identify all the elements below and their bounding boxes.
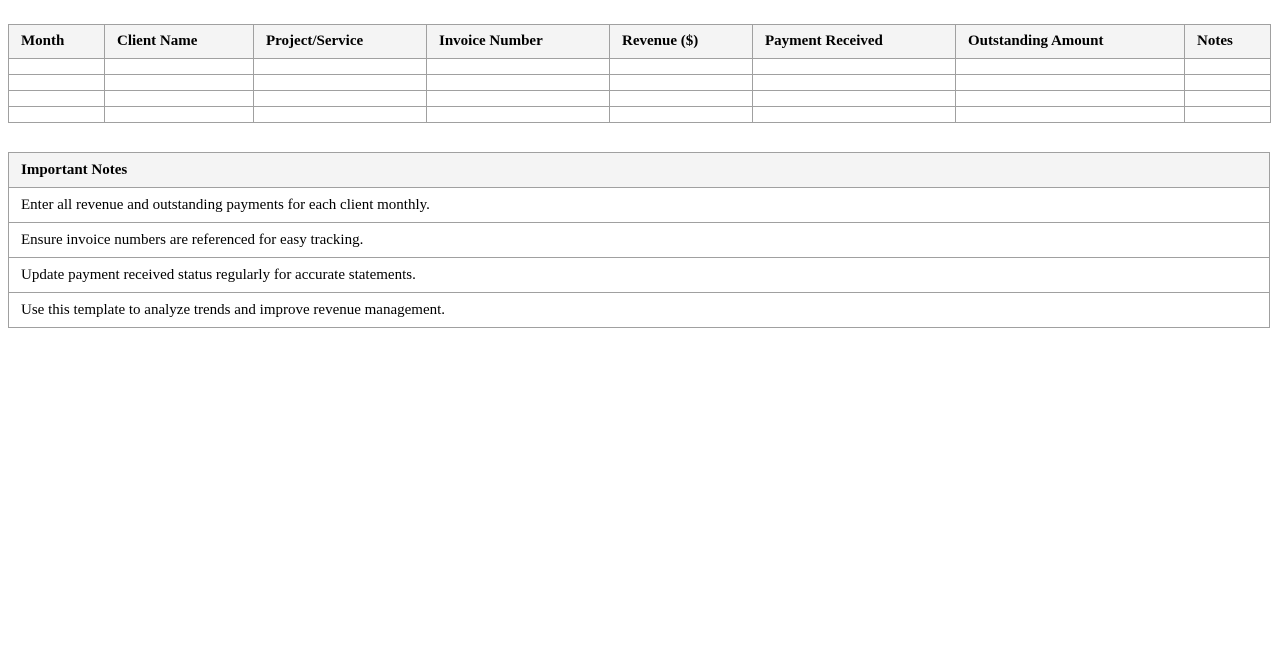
table-cell[interactable] bbox=[610, 59, 753, 75]
note-item: Enter all revenue and outstanding payments for each client monthly. bbox=[9, 188, 1270, 223]
note-row bbox=[9, 223, 1270, 258]
table-cell[interactable] bbox=[753, 75, 956, 91]
table-cell[interactable] bbox=[105, 107, 254, 123]
table-cell[interactable] bbox=[610, 91, 753, 107]
table-cell[interactable] bbox=[956, 107, 1185, 123]
note-item: Update payment received status regularly for accurate statements. bbox=[9, 258, 1270, 293]
table-cell[interactable] bbox=[956, 75, 1185, 91]
table-cell[interactable] bbox=[753, 91, 956, 107]
table-cell[interactable] bbox=[105, 75, 254, 91]
note-item: Use this template to analyze trends and improve revenue management. bbox=[9, 293, 1270, 328]
header-notes: Notes bbox=[1185, 25, 1271, 59]
table-cell[interactable] bbox=[9, 107, 105, 123]
table-row bbox=[9, 107, 1271, 123]
table-cell[interactable] bbox=[427, 91, 610, 107]
table-cell[interactable] bbox=[956, 59, 1185, 75]
table-cell[interactable] bbox=[9, 91, 105, 107]
note-row bbox=[9, 293, 1270, 328]
header-payment-received: Payment Received bbox=[753, 25, 956, 59]
important-notes-table bbox=[8, 152, 1270, 328]
table-cell[interactable] bbox=[753, 107, 956, 123]
header-invoice-number: Invoice Number bbox=[427, 25, 610, 59]
table-cell[interactable] bbox=[1185, 91, 1271, 107]
table-cell[interactable] bbox=[427, 75, 610, 91]
table-row bbox=[9, 75, 1271, 91]
table-cell[interactable] bbox=[254, 75, 427, 91]
revenue-table bbox=[8, 24, 1271, 123]
table-cell[interactable] bbox=[427, 107, 610, 123]
table-cell[interactable] bbox=[9, 59, 105, 75]
table-cell[interactable] bbox=[105, 91, 254, 107]
note-row bbox=[9, 188, 1270, 223]
table-row bbox=[9, 91, 1271, 107]
header-client-name: Client Name bbox=[105, 25, 254, 59]
header-month: Month bbox=[9, 25, 105, 59]
table-cell[interactable] bbox=[1185, 75, 1271, 91]
table-cell[interactable] bbox=[254, 91, 427, 107]
header-outstanding-amount: Outstanding Amount bbox=[956, 25, 1185, 59]
header-row bbox=[9, 25, 1271, 59]
table-cell[interactable] bbox=[105, 59, 254, 75]
table-cell[interactable] bbox=[427, 59, 610, 75]
table-cell[interactable] bbox=[9, 75, 105, 91]
table-cell[interactable] bbox=[1185, 59, 1271, 75]
table-cell[interactable] bbox=[956, 91, 1185, 107]
table-cell[interactable] bbox=[254, 107, 427, 123]
notes-title: Important Notes bbox=[9, 153, 1270, 188]
table-cell[interactable] bbox=[753, 59, 956, 75]
header-project-service: Project/Service bbox=[254, 25, 427, 59]
table-cell[interactable] bbox=[610, 107, 753, 123]
header-revenue: Revenue ($) bbox=[610, 25, 753, 59]
table-cell[interactable] bbox=[254, 59, 427, 75]
table-row bbox=[9, 59, 1271, 75]
table-cell[interactable] bbox=[1185, 107, 1271, 123]
note-row bbox=[9, 258, 1270, 293]
table-cell[interactable] bbox=[610, 75, 753, 91]
notes-header-row bbox=[9, 153, 1270, 188]
note-item: Ensure invoice numbers are referenced for easy tracking. bbox=[9, 223, 1270, 258]
